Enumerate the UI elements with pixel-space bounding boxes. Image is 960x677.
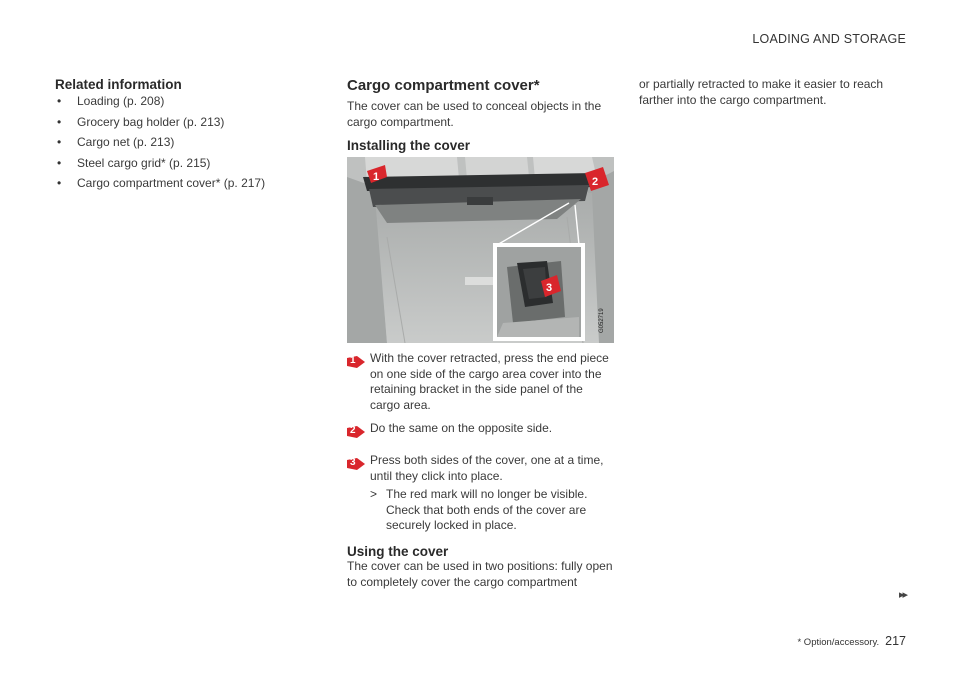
related-link-grocery-bag-holder[interactable]: • Grocery bag holder (p. 213) xyxy=(55,115,305,129)
related-heading: Related information xyxy=(55,77,182,92)
step-3-result xyxy=(370,487,610,534)
step-3-text: Press both sides of the cover, one at a time, until they click into place. xyxy=(370,453,604,483)
result-text: The red mark will no longer be visible. Check that both ends of the cover are securely locked in place. xyxy=(386,487,588,532)
page-footer xyxy=(797,632,906,650)
header-title: LOADING AND STORAGE xyxy=(752,32,906,46)
figure-callout-3: 3 xyxy=(546,282,553,294)
continuation-text: or partially retracted to make it easier to reach farther into the cargo compartment. xyxy=(639,77,884,107)
related-link-cargo-cover[interactable]: • Cargo compartment cover* (p. 217) xyxy=(55,176,305,190)
cargo-cover-illustration xyxy=(347,157,614,343)
intro-text: The cover can be used to conceal objects in the cargo compartment. xyxy=(347,99,602,129)
related-link-loading[interactable]: • Loading (p. 208) xyxy=(55,94,305,108)
using-heading: Using the cover xyxy=(347,544,449,559)
step-number-badge: 1 xyxy=(347,356,365,368)
step-1 xyxy=(347,351,615,413)
page-number: 217 xyxy=(885,634,906,648)
footnote: * Option/accessory. xyxy=(797,637,880,648)
main-column xyxy=(347,77,615,589)
step-2-text: Do the same on the opposite side. xyxy=(370,421,553,435)
using-text: The cover can be used in two positions: fully open to completely cover the cargo compartment xyxy=(347,559,613,589)
step-2 xyxy=(347,421,615,437)
step-number-badge: 3 xyxy=(347,458,365,470)
section-title: Cargo compartment cover* xyxy=(347,77,540,94)
related-link-steel-cargo-grid[interactable]: • Steel cargo grid* (p. 215) xyxy=(55,156,305,170)
result-marker: > xyxy=(370,487,378,501)
related-link-cargo-net[interactable]: • Cargo net (p. 213) xyxy=(55,135,305,149)
figure-callout-2: 2 xyxy=(592,176,599,188)
related-information-column xyxy=(55,77,305,197)
figure-code: G052719 xyxy=(599,308,605,333)
related-list xyxy=(55,94,305,190)
installing-heading: Installing the cover xyxy=(347,138,471,153)
next-page-marker: ▸▸ xyxy=(898,589,906,601)
step-number-badge: 2 xyxy=(347,426,365,438)
figure-callout-1: 1 xyxy=(373,171,380,183)
step-3 xyxy=(347,453,615,484)
step-1-text: With the cover retracted, press the end piece on one side of the cargo area cover into the retaining bracket in the side panel of the cargo area. xyxy=(370,351,609,412)
